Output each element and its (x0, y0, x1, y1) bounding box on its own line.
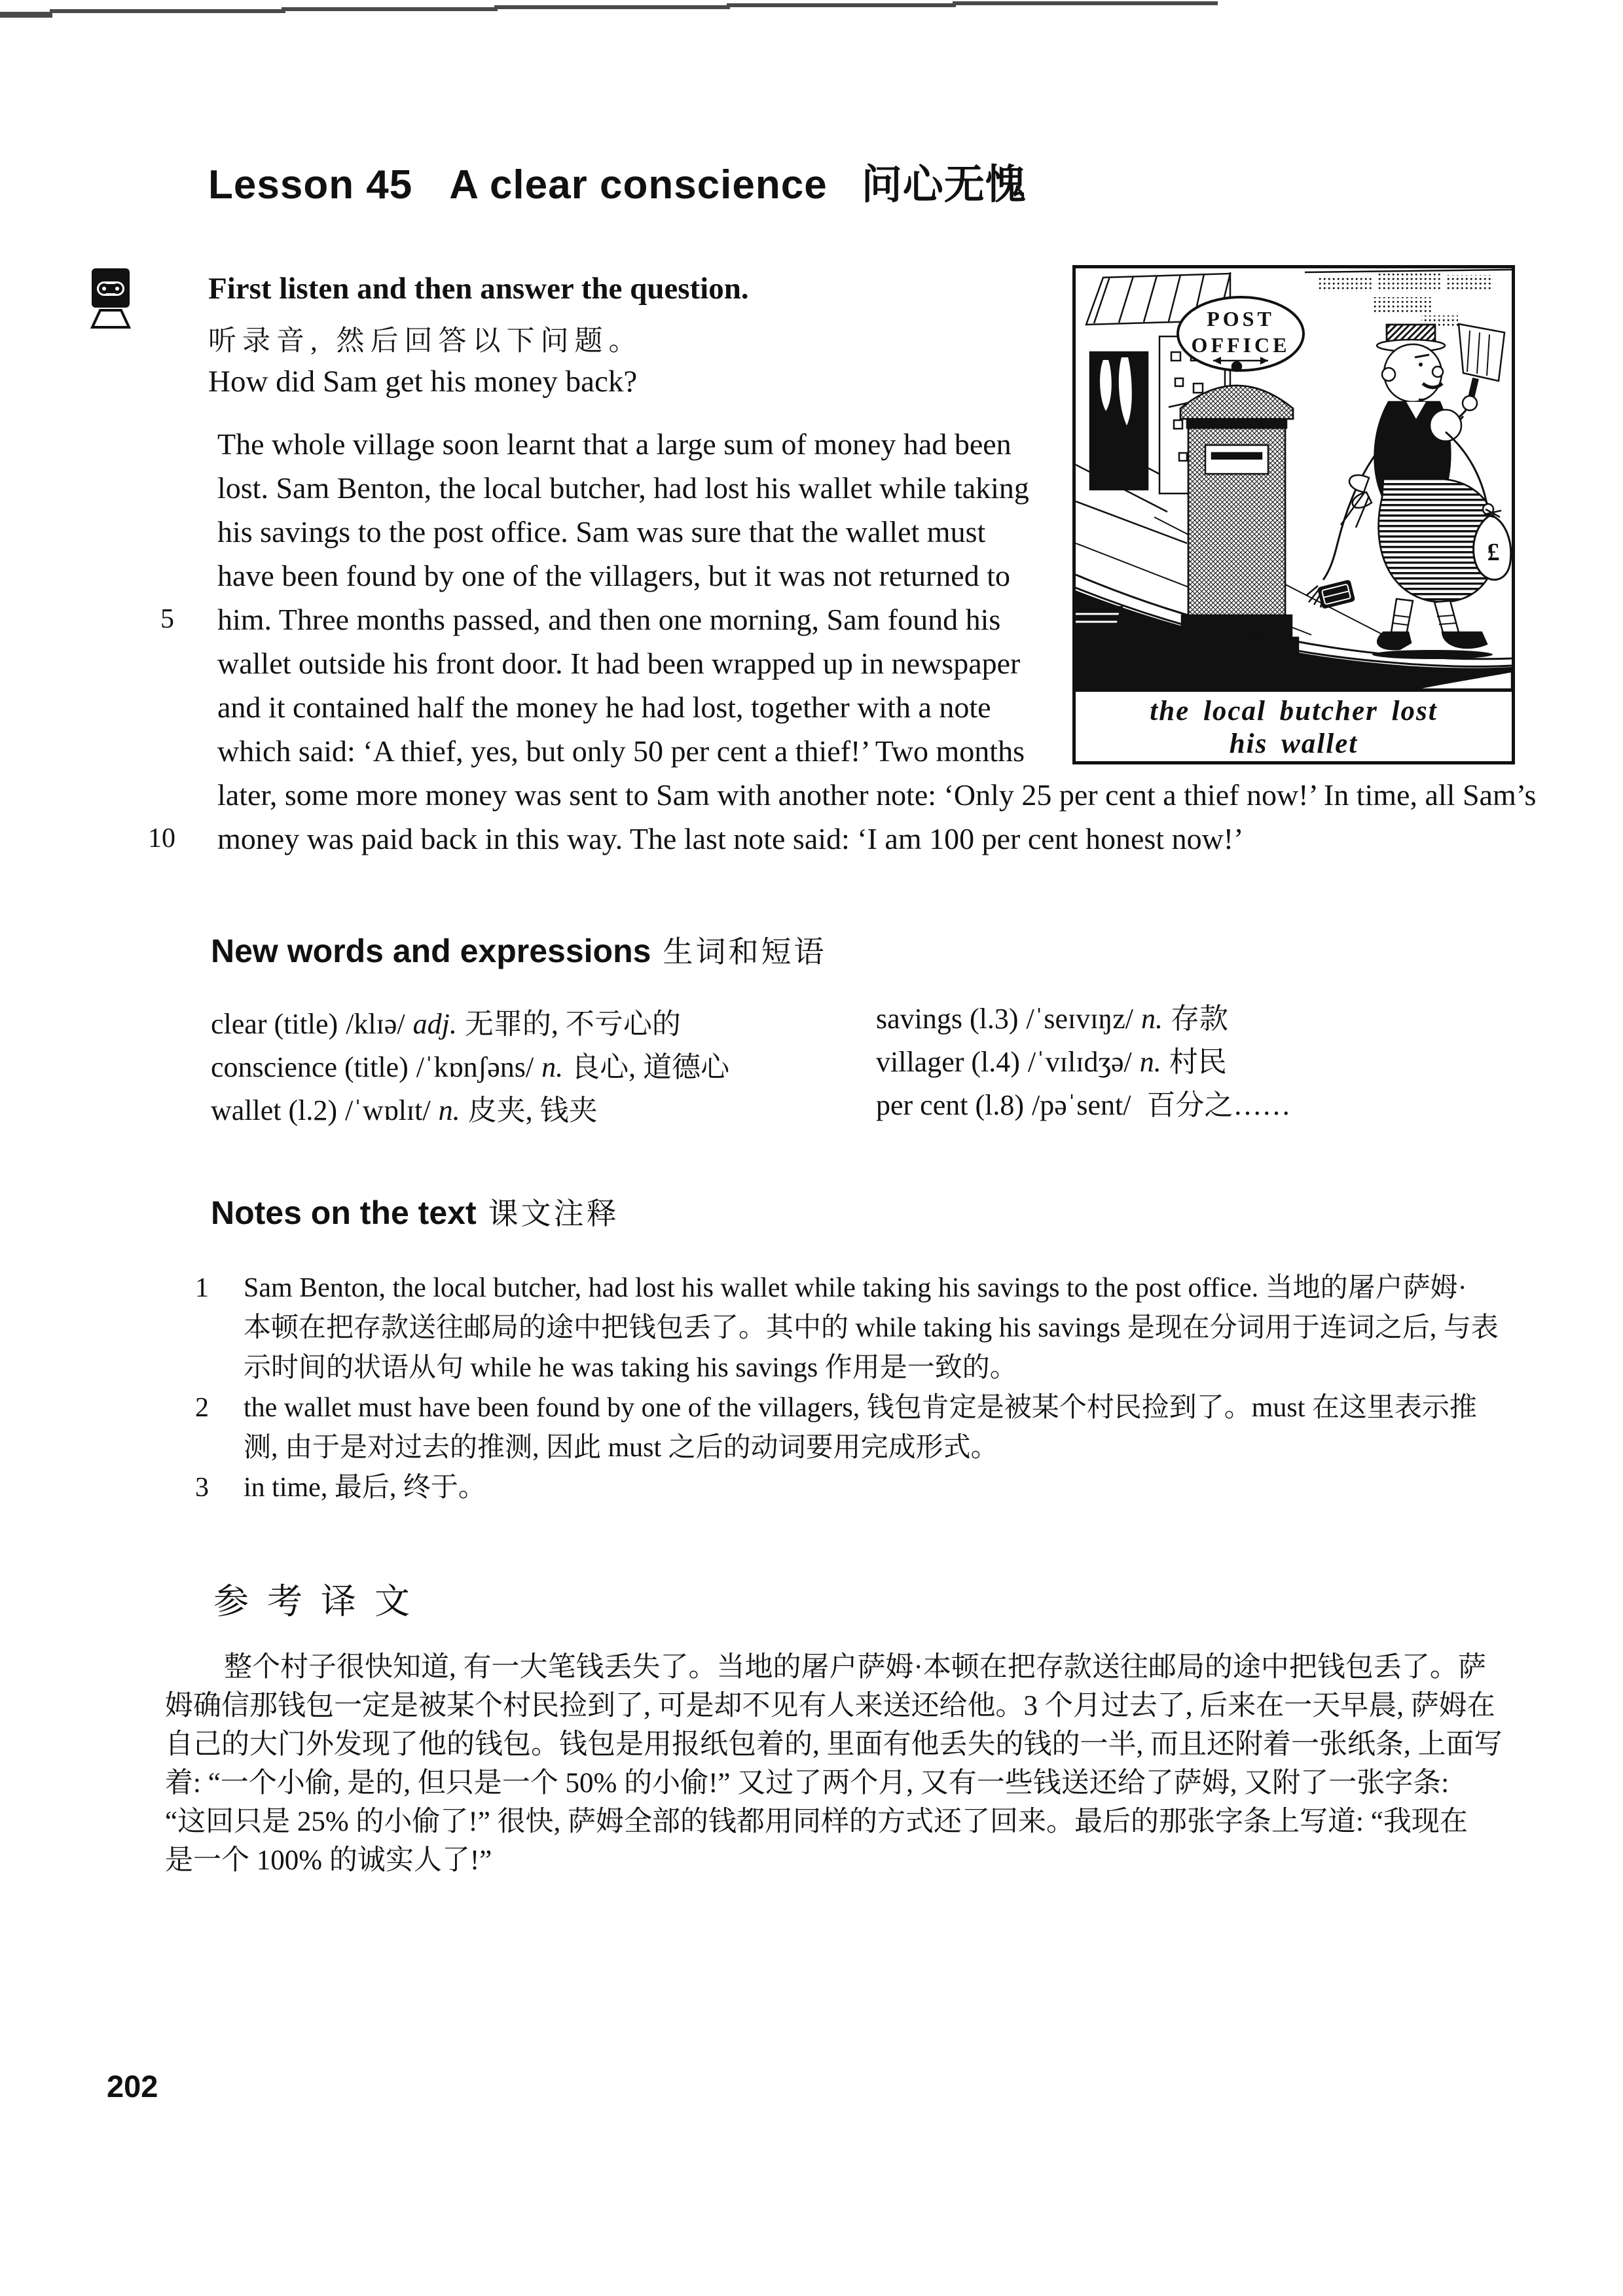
passage-line: and it contained half the money he had lost, together with a note (217, 691, 991, 724)
illustration (1072, 265, 1515, 764)
passage-line: him. Three months passed, and then one morning, Sam found his (217, 603, 1001, 636)
passage-line: his savings to the post office. Sam was sure that the wallet must (217, 515, 986, 548)
vocab-column-right (876, 997, 1291, 1127)
line-marker-5: 5 (160, 604, 174, 634)
butcher (1306, 324, 1504, 659)
note-item: 3 in time, 最后, 终于。 (195, 1473, 486, 1503)
passage-line: lost. Sam Benton, the local butcher, had lost his wallet while taking (217, 471, 1029, 505)
lesson-number: Lesson 45 (208, 162, 413, 207)
wallet (1317, 579, 1356, 609)
passage-line: which said: ‘A thief, yes, but only 50 per cent a thief!’ Two months (217, 734, 1025, 768)
vocab-column-left (211, 1003, 729, 1132)
notes-list (195, 1268, 1499, 1508)
pillar-box (1175, 362, 1298, 664)
svg-text:POST: POST (1207, 307, 1275, 331)
page-number: 202 (107, 2069, 158, 2104)
note-item: 2 the wallet must have been found by one of the villagers, 钱包肯定是被某个村民捡到了。must 在这里表示推 测, 由于是对过去的推测, 因此 must 之后的动词要用完成形式。 (195, 1393, 1477, 1463)
passage-line: later, some more money was sent to Sam with another note: ‘Only 25 per cent a thief now!’ In time, all Sam’s (217, 778, 1537, 812)
line-marker-10: 10 (148, 823, 175, 853)
drain-grate (1076, 606, 1123, 634)
svg-text:£: £ (1487, 539, 1500, 566)
svg-text:OFFICE: OFFICE (1191, 333, 1290, 357)
passage-line: have been found by one of the villagers, but it was not returned to (217, 559, 1011, 592)
illustration-caption: the local butcher lost his wallet (1076, 689, 1512, 764)
vocab-entry: savings (l.3) /ˈseɪvɪŋz/ n. 存款 (876, 1003, 1229, 1035)
cleaver (1459, 324, 1504, 401)
vocab-entry: per cent (l.8) /pəˈsent/ 百分之…… (876, 1089, 1291, 1121)
listen-question: How did Sam get his money back? (208, 365, 638, 399)
translation-text: 整个村子很快知道, 有一大笔钱丢失了。当地的屠户萨姆·本顿在把存款送往邮局的途中把钱包丢了。萨 姆确信那钱包一定是被某个村民捡到了, 可是却不见有人来送还给他。3 个月过去了, 后来在一天早晨, 萨姆在 自己的大门外发现了他的钱包。钱包是用报纸包着的, 里面有他丢失的钱的一半, 而且还附着一张纸条, 上面写 着: “一个小偷, 是的, 但只是一个 50% 的小偷!” 又过了两个月, 又有一些钱送还给了萨姆, 又附了一张字条: “这回只是 25% 的小偷了!” 很快, 萨姆全部的钱都用同样的方式还了回来。最后的那张字条上写道: “我现在 是一个 100% 的诚实人了!” (165, 1652, 1503, 1876)
post-office-sign (1178, 297, 1304, 370)
cassette-icon (90, 264, 131, 330)
page-title (208, 152, 1027, 210)
passage-line: wallet outside his front door. It had been wrapped up in newspaper (217, 647, 1021, 680)
vocab-entry: clear (title) /klɪə/ adj. 无罪的, 不亏心的 (211, 1008, 681, 1040)
lesson-title-cn: 问心无愧 (861, 162, 1027, 207)
vocab-entry: conscience (title) /ˈkɒnʃəns/ n. 良心, 道德心 (211, 1051, 730, 1083)
vocab-entry: wallet (l.2) /ˈwɒlɪt/ n. 皮夹, 钱夹 (211, 1094, 598, 1126)
listen-instruction-en: First listen and then answer the question. (208, 272, 749, 306)
lesson-title-en: A clear conscience (449, 162, 828, 207)
translation-heading: 参考译文 (213, 1582, 428, 1621)
vocab-heading: New words and expressions 生词和短语 (211, 933, 827, 969)
note-item: 1 Sam Benton, the local butcher, had lost his wallet while taking his savings to the post office. 当地的屠户萨姆· 本顿在把存款送往邮局的途中把钱包丢了。其中的 while taking his savings 是现在分词用于连词之后, 与表 示时间的状语从句 while he was taking his savings 作用是一致的。 (195, 1273, 1499, 1383)
listen-instruction-cn: 听录音, 然后回答以下问题。 (208, 326, 643, 357)
passage-line: The whole village soon learnt that a large sum of money had been (217, 427, 1012, 461)
passage-line: money was paid back in this way. The last note said: ‘I am 100 per cent honest now!’ (217, 822, 1244, 855)
vocab-entry: villager (l.4) /ˈvɪlɪdʒə/ n. 村民 (876, 1046, 1227, 1078)
notes-heading: Notes on the text 课文注释 (211, 1194, 619, 1231)
butcher-shop-door (1090, 352, 1148, 490)
